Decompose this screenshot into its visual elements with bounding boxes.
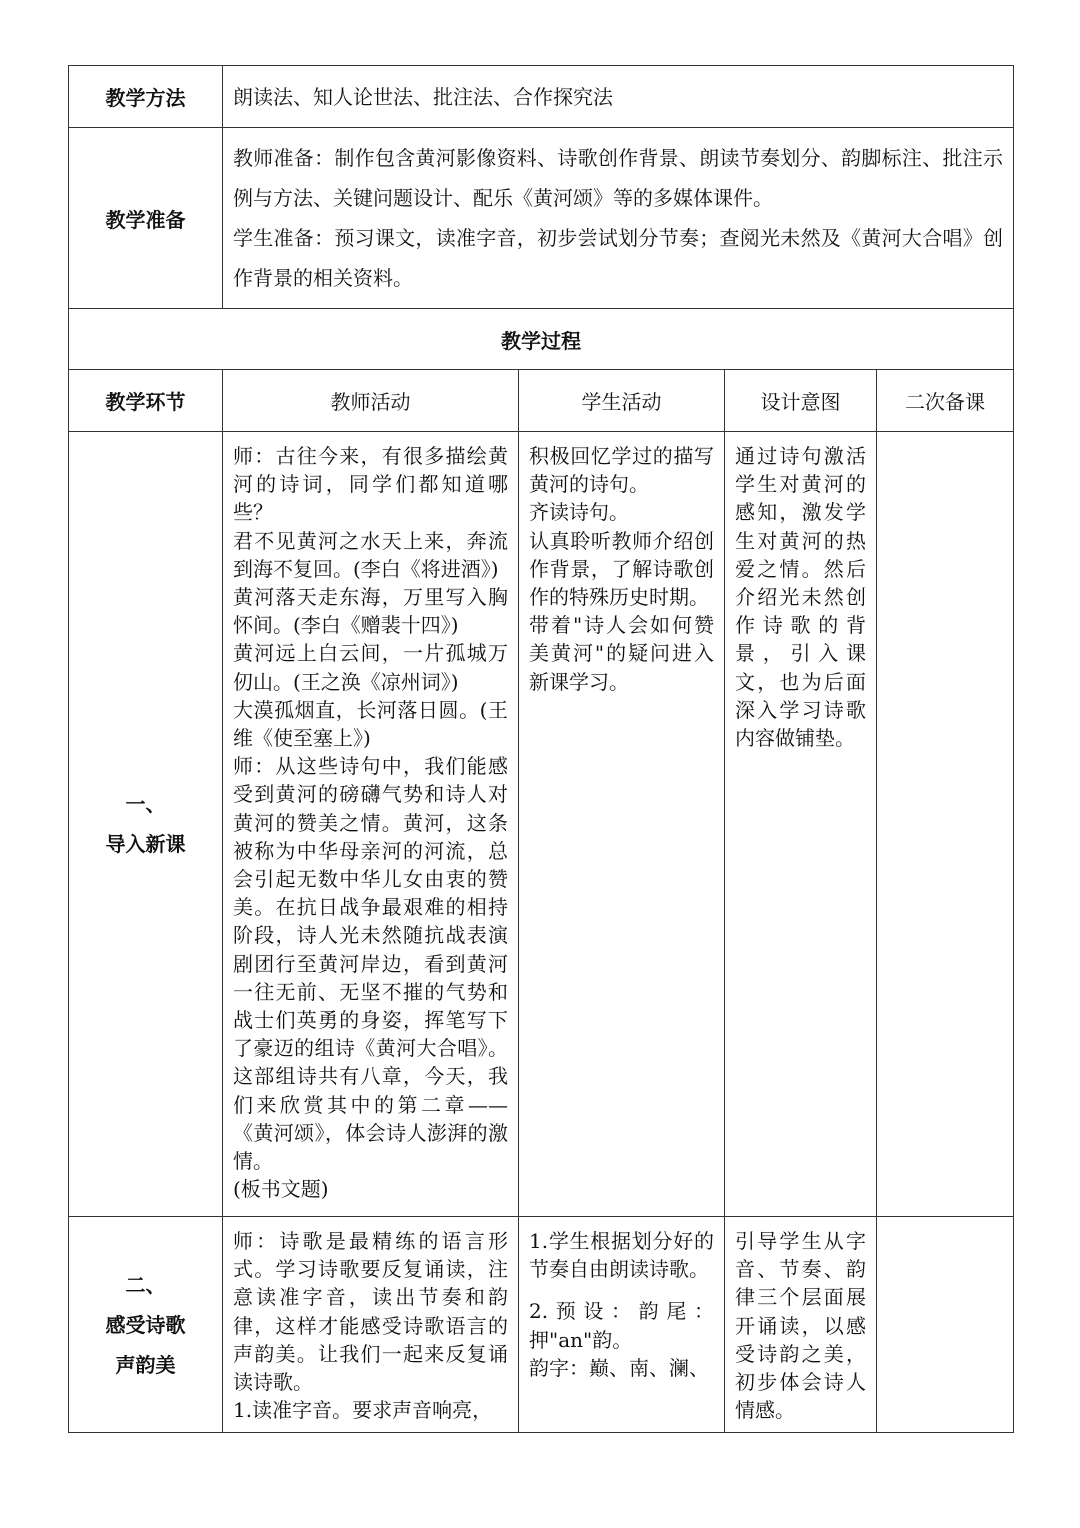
table-row	[69, 432, 1014, 1217]
column-header-teacher: 教师活动	[223, 370, 519, 432]
student-line: 认真聆听教师介绍创作背景，了解诗歌创作的特殊历史时期。	[529, 528, 714, 610]
method-value: 朗读法、知人论世法、批注法、合作探究法	[223, 66, 1014, 128]
spacer	[529, 1283, 714, 1297]
intent-text: 通过诗句激活学生对黄河的感知，激发学生对黄河的热爱之情。然后介绍光未然创作诗歌的背景，引入课文，也为后面深入学习诗歌内容做铺垫。	[735, 444, 866, 751]
student-line: 带着"诗人会如何赞美黄河"的疑问进入新课学习。	[529, 613, 714, 694]
intent-text: 引导学生从字音、节奏、韵律三个层面展开诵读，以感受诗韵之美，初步体会诗人情感。	[735, 1229, 866, 1423]
teacher-line: 黄河落天走东海，万里写入胸怀间。(李白《赠裴十四》)	[233, 585, 508, 638]
teacher-line: 君不见黄河之水天上来，奔流到海不复回。(李白《将进酒》)	[233, 528, 508, 581]
stage-number: 一、	[125, 792, 166, 816]
teacher-line: 师：诗歌是最精练的语言形式。学习诗歌要反复诵读，注意读准字音，读出节奏和韵律，这样才能感受诗歌语言的声韵美。让我们一起来反复诵读诗歌。	[233, 1229, 508, 1395]
stage-name: 声韵美	[115, 1352, 176, 1377]
method-label: 教学方法	[69, 66, 223, 128]
table-row	[69, 1217, 1014, 1433]
student-line: 齐读诗句。	[529, 500, 629, 525]
prep-teacher: 教师准备：制作包含黄河影像资料、诗歌创作背景、朗读节奏划分、韵脚标注、批注示例与方法、关键问题设计、配乐《黄河颂》等的多媒体课件。	[233, 146, 1003, 210]
process-title-row	[69, 309, 1014, 370]
column-header-student: 学生活动	[519, 370, 725, 432]
student-line: 1.学生根据划分好的节奏自由朗读诗歌。	[529, 1229, 714, 1282]
stage-cell	[69, 432, 223, 1217]
second-prep-cell	[877, 1217, 1014, 1433]
teacher-activity-cell	[223, 432, 519, 1217]
lesson-plan-table	[68, 65, 1014, 1433]
student-line: 2.预设：韵尾：押"an"韵。	[529, 1299, 714, 1352]
teacher-line: 大漠孤烟直，长河落日圆。(王维《使至塞上》)	[233, 697, 508, 751]
second-prep-cell	[877, 432, 1014, 1217]
process-title: 教学过程	[69, 309, 1014, 370]
teacher-activity-cell	[223, 1217, 519, 1433]
teacher-line: 黄河远上白云间，一片孤城万仞山。(王之涣《凉州词》)	[233, 641, 508, 694]
column-header-stage: 教学环节	[69, 370, 223, 432]
student-line: 积极回忆学过的描写黄河的诗句。	[529, 444, 714, 497]
stage-name: 导入新课	[105, 832, 186, 856]
prep-content	[223, 128, 1014, 309]
prep-student: 学生准备：预习课文，读准字音，初步尝试划分节奏；查阅光未然及《黄河大合唱》创作背景的相关资料。	[233, 226, 1003, 290]
teacher-line: 师：古往今来，有很多描绘黄河的诗词，同学们都知道哪些？	[233, 444, 508, 525]
prep-row	[69, 128, 1014, 309]
prep-label: 教学准备	[69, 128, 223, 309]
stage-cell	[69, 1217, 223, 1433]
student-line: 韵字：巅、南、澜、	[529, 1355, 709, 1380]
method-row	[69, 66, 1014, 128]
column-header-intent: 设计意图	[725, 370, 877, 432]
teacher-line: 1.读准字音。要求声音响亮，	[233, 1398, 493, 1423]
teacher-line: (板书文题)	[233, 1177, 329, 1202]
column-header-second: 二次备课	[877, 370, 1014, 432]
stage-name: 感受诗歌	[105, 1312, 186, 1337]
column-header-row	[69, 370, 1014, 432]
student-activity-cell	[519, 432, 725, 1217]
design-intent-cell	[725, 432, 877, 1217]
student-activity-cell	[519, 1217, 725, 1433]
teacher-line: 师：从这些诗句中，我们能感受到黄河的磅礴气势和诗人对黄河的赞美之情。黄河，这条被称为中华母亲河的河流，总会引起无数中华儿女由衷的赞美。在抗日战争最艰难的相持阶段，诗人光未然随抗战表演剧团行至黄河岸边，看到黄河一往无前、无坚不摧的气势和战士们英勇的身姿，挥笔写下了豪迈的组诗《黄河大合唱》。这部组诗共有八章，今天，我们来欣赏其中的第二章——《黄河颂》，体会诗人澎湃的激情。	[233, 754, 508, 1174]
design-intent-cell	[725, 1217, 877, 1433]
stage-number: 二、	[125, 1272, 166, 1297]
